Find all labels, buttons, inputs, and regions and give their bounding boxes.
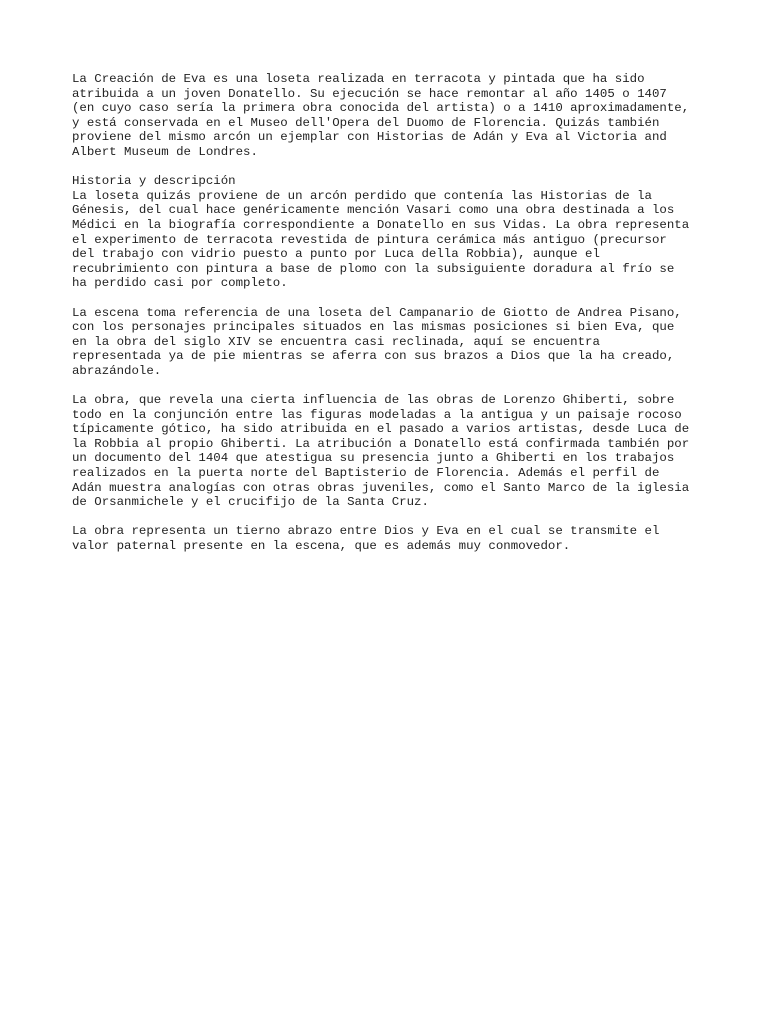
- body-paragraph-4: La obra representa un tierno abrazo entre Dios y Eva en el cual se transmite el valor paternal presente en la escena, que es además muy conmovedor.: [72, 524, 660, 553]
- body-paragraph-3: La obra, que revela una cierta influencia de las obras de Lorenzo Ghiberti, sobre todo en la conjunción entre las figuras modeladas a la antigua y un paisaje rocoso típicamente gótico, ha sido atribuida en el pasado a varios artistas, desde Luca de la Robbia al propio Ghiberti. La atribución a Donatello está confirmada también por un documento del 1404 que atestigua su presencia junto a Ghiberti en los trabajos realizados en la puerta norte del Baptisterio de Florencia. Además el perfil de Adán muestra analogías con otras obras juveniles, como el Santo Marco de la iglesia de Orsanmichele y el crucifijo de la Santa Cruz.: [72, 393, 690, 510]
- body-paragraph-2: La escena toma referencia de una loseta del Campanario de Giotto de Andrea Pisano, con los personajes principales situados en las mismas posiciones si bien Eva, que en la obra del siglo XIV se encuentra casi reclinada, aquí se encuentra representada ya de pie mientras se aferra con sus brazos a Dios que la ha creado, abrazándole.: [72, 305, 682, 378]
- body-paragraph-1: La loseta quizás proviene de un arcón perdido que contenía las Historias de la Génesis, del cual hace genéricamente mención Vasari como una obra destinada a los Médici en la biografía correspondiente a Donatello en sus Vidas. La obra representa el experimento de terracota revestida de pintura cerámica más antiguo (precursor del trabajo con vidrio puesto a punto por Luca della Robbia), aunque el recubrimiento con pintura a base de plomo con la subsiguiente doradura al frío se ha perdido casi por completo.: [72, 188, 690, 291]
- section-heading: Historia y descripción: [72, 174, 236, 189]
- document-page: [72, 72, 712, 568]
- intro-paragraph: La Creación de Eva es una loseta realizada en terracota y pintada que ha sido atribuida a un joven Donatello. Su ejecución se hace remontar al año 1405 o 1407 (en cuyo caso sería la primera obra conocida del artista) o a 1410 aproximadamente, y está conservada en el Museo dell'Opera del Duomo de Florencia. Quizás también proviene del mismo arcón un ejemplar con Historias de Adán y Eva al Victoria and Albert Museum de Londres.: [72, 72, 690, 159]
